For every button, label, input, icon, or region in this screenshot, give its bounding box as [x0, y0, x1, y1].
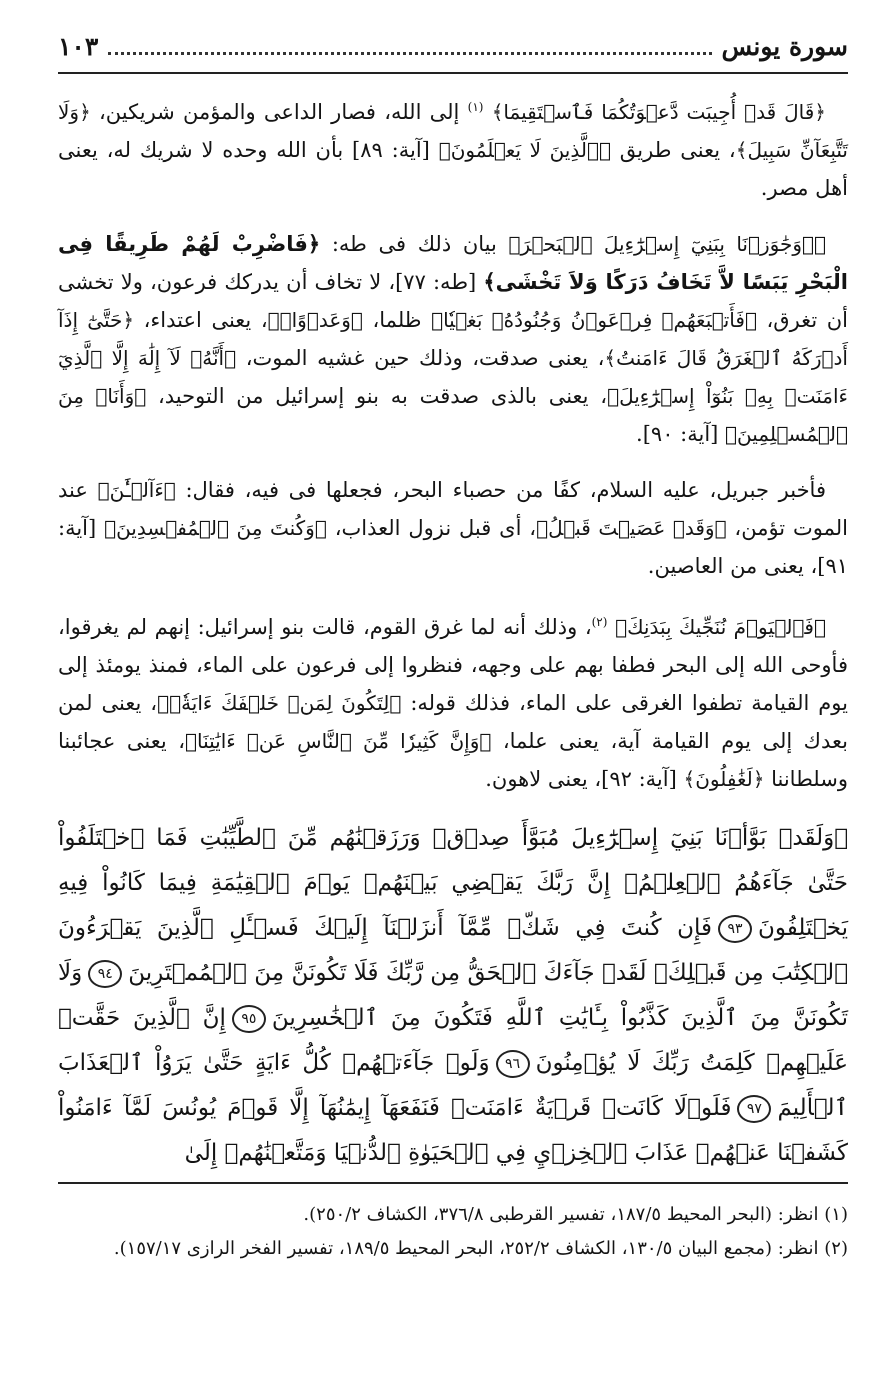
commentary-body — [58, 88, 848, 798]
quran-quote: ﴿وَكُنتَ مِنَ ٱلۡمُفۡسِدِينَ﴾ — [104, 516, 327, 540]
quran-quote: ﴿لِتَكُونَ لِمَنۡ خَلۡفَكَ ءَايَةٗۚ﴾ — [157, 691, 402, 715]
commentary-text: [آية: ٨٩] بأن الله وحده لا شريك له، يعنى أهل مصر. — [58, 138, 848, 200]
quran-quote: ﴿لَغَٰفِلُونَ﴾ — [683, 767, 765, 791]
book-page — [58, 32, 848, 1352]
commentary-text: ، يعنى طريق — [610, 138, 736, 162]
verse-number-marker: ٩٦ — [496, 1050, 530, 1078]
commentary-text: ظلما، — [362, 308, 432, 332]
quran-verse-text: وَلَا تَكُونَنَّ مِنَ ٱلَّذِينَ كَذَّبُواْ بِـَٔايَٰتِ ٱللَّهِ فَتَكُونَ مِنَ ٱلۡخَٰسِرِينَ — [58, 960, 849, 1031]
quran-verse-text: فَإِن كُنتَ فِي شَكّٖ مِّمَّآ أَنزَلۡنَآ إِلَيۡكَ فَسۡـَٔلِ ٱلَّذِينَ يَقۡرَءُونَ ٱلۡكِتَٰبَ مِن قَبۡلِكَۚ لَقَدۡ جَآءَكَ ٱلۡحَقُّ مِن رَّبِّكَ فَلَا تَكُونَنَّ مِنَ ٱلۡمُمۡتَرِينَ — [58, 915, 848, 986]
paragraph-3 — [58, 471, 848, 585]
quran-verse-text: وَلَوۡ جَآءَتۡهُمۡ كُلُّ ءَايَةٍ حَتَّىٰ يَرَوُاْ ٱلۡعَذَابَ ٱلۡأَلِيمَ — [58, 1050, 848, 1121]
quran-quote: ﴿حَتَّىٰٓ إِذَآ أَدۡرَكَهُ ٱلۡغَرَقُ قَالَ ءَامَنتُ﴾ — [58, 308, 848, 370]
page-header — [58, 32, 848, 74]
verse-number-marker: ٩٣ — [718, 915, 752, 943]
quran-quote-bold: ﴿فَاضْرِبْ لَهُمْ طَرِيقًا فِى الْبَحْرِ يَبَسًا لاَّ تَخَافُ دَرَكًا وَلاَ تَخْشَى﴾ — [58, 232, 849, 294]
surah-title: سورة يونس — [721, 32, 848, 61]
commentary-text: بيان ذلك فى طه: — [320, 232, 509, 256]
quran-quote: ﴿وَأَنَا۠ مِنَ ٱلۡمُسۡلِمِينَ﴾ — [58, 384, 848, 446]
commentary-text: [طه: ٧٧]، لا تخاف أن يدركك فرعون، ولا تخشى أن تغرق، — [58, 270, 848, 332]
commentary-text: عند الموت تؤمن، — [58, 478, 848, 540]
footnote-ref: (١) — [467, 100, 484, 114]
quran-quote: ﴿ٱلَّذِينَ لَا يَعۡلَمُونَ﴾ — [438, 138, 611, 162]
quran-quote: ﴿وَلَا تَتَّبِعَآنِّ سَبِيلَ﴾ — [58, 100, 848, 162]
quran-quote: ﴿ءَآلۡـَٰٔنَ﴾ — [97, 478, 176, 502]
quran-verse-text: ﴿وَلَقَدۡ بَوَّأۡنَا بَنِيٓ إِسۡرَٰٓءِيلَ مُبَوَّأَ صِدۡقٖ وَرَزَقۡنَٰهُم مِّنَ ٱلطَّيِّبَٰتِ فَمَا ٱخۡتَلَفُواْ حَتَّىٰ جَآءَهُمُ ٱلۡعِلۡمُۚ إِنَّ رَبَّكَ يَقۡضِي بَيۡنَهُمۡ يَوۡمَ ٱلۡقِيَٰمَةِ فِيمَا كَانُواْ فِيهِ يَخۡتَلِفُونَ — [58, 825, 848, 941]
quran-verses-block — [58, 816, 848, 1184]
quran-quote: ﴿وَقَدۡ عَصَيۡتَ قَبۡلُ﴾ — [536, 516, 727, 540]
commentary-text: إلى الله، فصار الداعى والمؤمن شريكين، — [90, 100, 468, 124]
commentary-text: ، يعنى عجائبنا وسلطاننا — [58, 729, 848, 791]
footnotes — [58, 1198, 848, 1266]
commentary-text — [483, 100, 491, 124]
commentary-text: [آية: ٩١]، يعنى من العاصين. — [58, 516, 848, 578]
commentary-text: ، أى قبل نزول العذاب، — [326, 516, 537, 540]
quran-quote: ﴿فَٱلۡيَوۡمَ نُنَجِّيكَ بِبَدَنِكَ﴾ — [615, 615, 826, 639]
verse-number-marker: ٩٥ — [232, 1005, 266, 1033]
header-dot-leader — [108, 52, 711, 55]
page-number: ١٠٣ — [58, 32, 99, 61]
commentary-text: ، وذلك أنه لما غرق القوم، قالت بنو إسرائيل: إنهم لم يغرقوا، فأوحى الله إلى البحر فطفا بهم على وجهه، فنظروا إلى فرعون على الماء، فمنذ يومئذ إلى يوم القيامة تطفوا الغرقى على الماء، فذلك قوله: — [58, 615, 848, 715]
verse-number-marker: ٩٧ — [737, 1095, 771, 1123]
commentary-text: فأخبر جبريل، عليه السلام، كفًا من حصباء البحر، فجعلها فى فيه، فقال: — [175, 478, 826, 502]
quran-quote: ﴿فَأَتۡبَعَهُمۡ فِرۡعَوۡنُ وَجُنُودُهُۥ بَغۡيٗا﴾ — [431, 308, 757, 332]
commentary-text: [آية: ٩٠]. — [636, 422, 726, 446]
commentary-text — [607, 615, 615, 639]
verse-number-marker: ٩٤ — [88, 960, 122, 988]
footnote-2: (٢) انظر: (مجمع البيان ١٣٠/٥، الكشاف ٢٥٢/٢، البحر المحيط ١٨٩/٥، تفسير الفخر الرازى ١٥٧/١٧). — [113, 1238, 848, 1259]
commentary-text: ، يعنى بالذى صدقت به بنو إسرائيل من التوحيد، — [146, 384, 608, 408]
paragraph-1 — [58, 88, 848, 207]
quran-quote: ﴿وَإِنَّ كَثِيرٗا مِّنَ ٱلنَّاسِ عَنۡ ءَايَٰتِنَا﴾ — [184, 729, 492, 753]
quran-quote: ﴿وَعَدۡوًاۖ﴾ — [267, 308, 363, 332]
quran-quote: ﴿۞وَجَٰوَزۡنَا بِبَنِيٓ إِسۡرَٰٓءِيلَ ٱلۡبَحۡرَ﴾ — [508, 232, 827, 256]
paragraph-4 — [58, 603, 848, 798]
quran-verse-text: فَلَوۡلَا كَانَتۡ قَرۡيَةٌ ءَامَنَتۡ فَنَفَعَهَآ إِيمَٰنُهَآ إِلَّا قَوۡمَ يُونُسَ لَمَّآ ءَامَنُواْ كَشَفۡنَا عَنۡهُمۡ عَذَابَ ٱلۡخِزۡيِ فِي ٱلۡحَيَوٰةِ ٱلدُّنۡيَا وَمَتَّعۡنَٰهُمۡ إِلَىٰ — [58, 1095, 848, 1166]
quran-quote: ﴿أَنَّهُۥ لَآ إِلَٰهَ إِلَّا ٱلَّذِيٓ ءَامَنَتۡ بِهِۦ بَنُوٓاْ إِسۡرَٰٓءِيلَ﴾ — [58, 346, 848, 408]
quran-quote: ﴿قَالَ قَدۡ أُجِيبَت دَّعۡوَتُكُمَا فَٱسۡتَقِيمَا﴾ — [491, 100, 826, 124]
commentary-text: ، يعنى صدقت، وذلك حين غشيه الموت، — [236, 346, 605, 370]
footnote-ref: (٢) — [591, 615, 608, 629]
commentary-text: ، يعنى لمن بعدك إلى يوم القيامة آية، يعنى علما، — [58, 691, 848, 753]
footnote-1: (١) انظر: (البحر المحيط ١٨٧/٥، تفسير القرطبى ٣٧٦/٨، الكشاف ٢٥٠/٢). — [303, 1204, 848, 1225]
commentary-text: [آية: ٩٢]، يعنى لاهون. — [485, 767, 684, 791]
commentary-text: ، يعنى اعتداء، — [134, 308, 268, 332]
quran-verse-text: إِنَّ ٱلَّذِينَ حَقَّتۡ عَلَيۡهِمۡ كَلِمَتُ رَبِّكَ لَا يُؤۡمِنُونَ — [58, 1005, 849, 1076]
paragraph-2 — [58, 225, 848, 453]
